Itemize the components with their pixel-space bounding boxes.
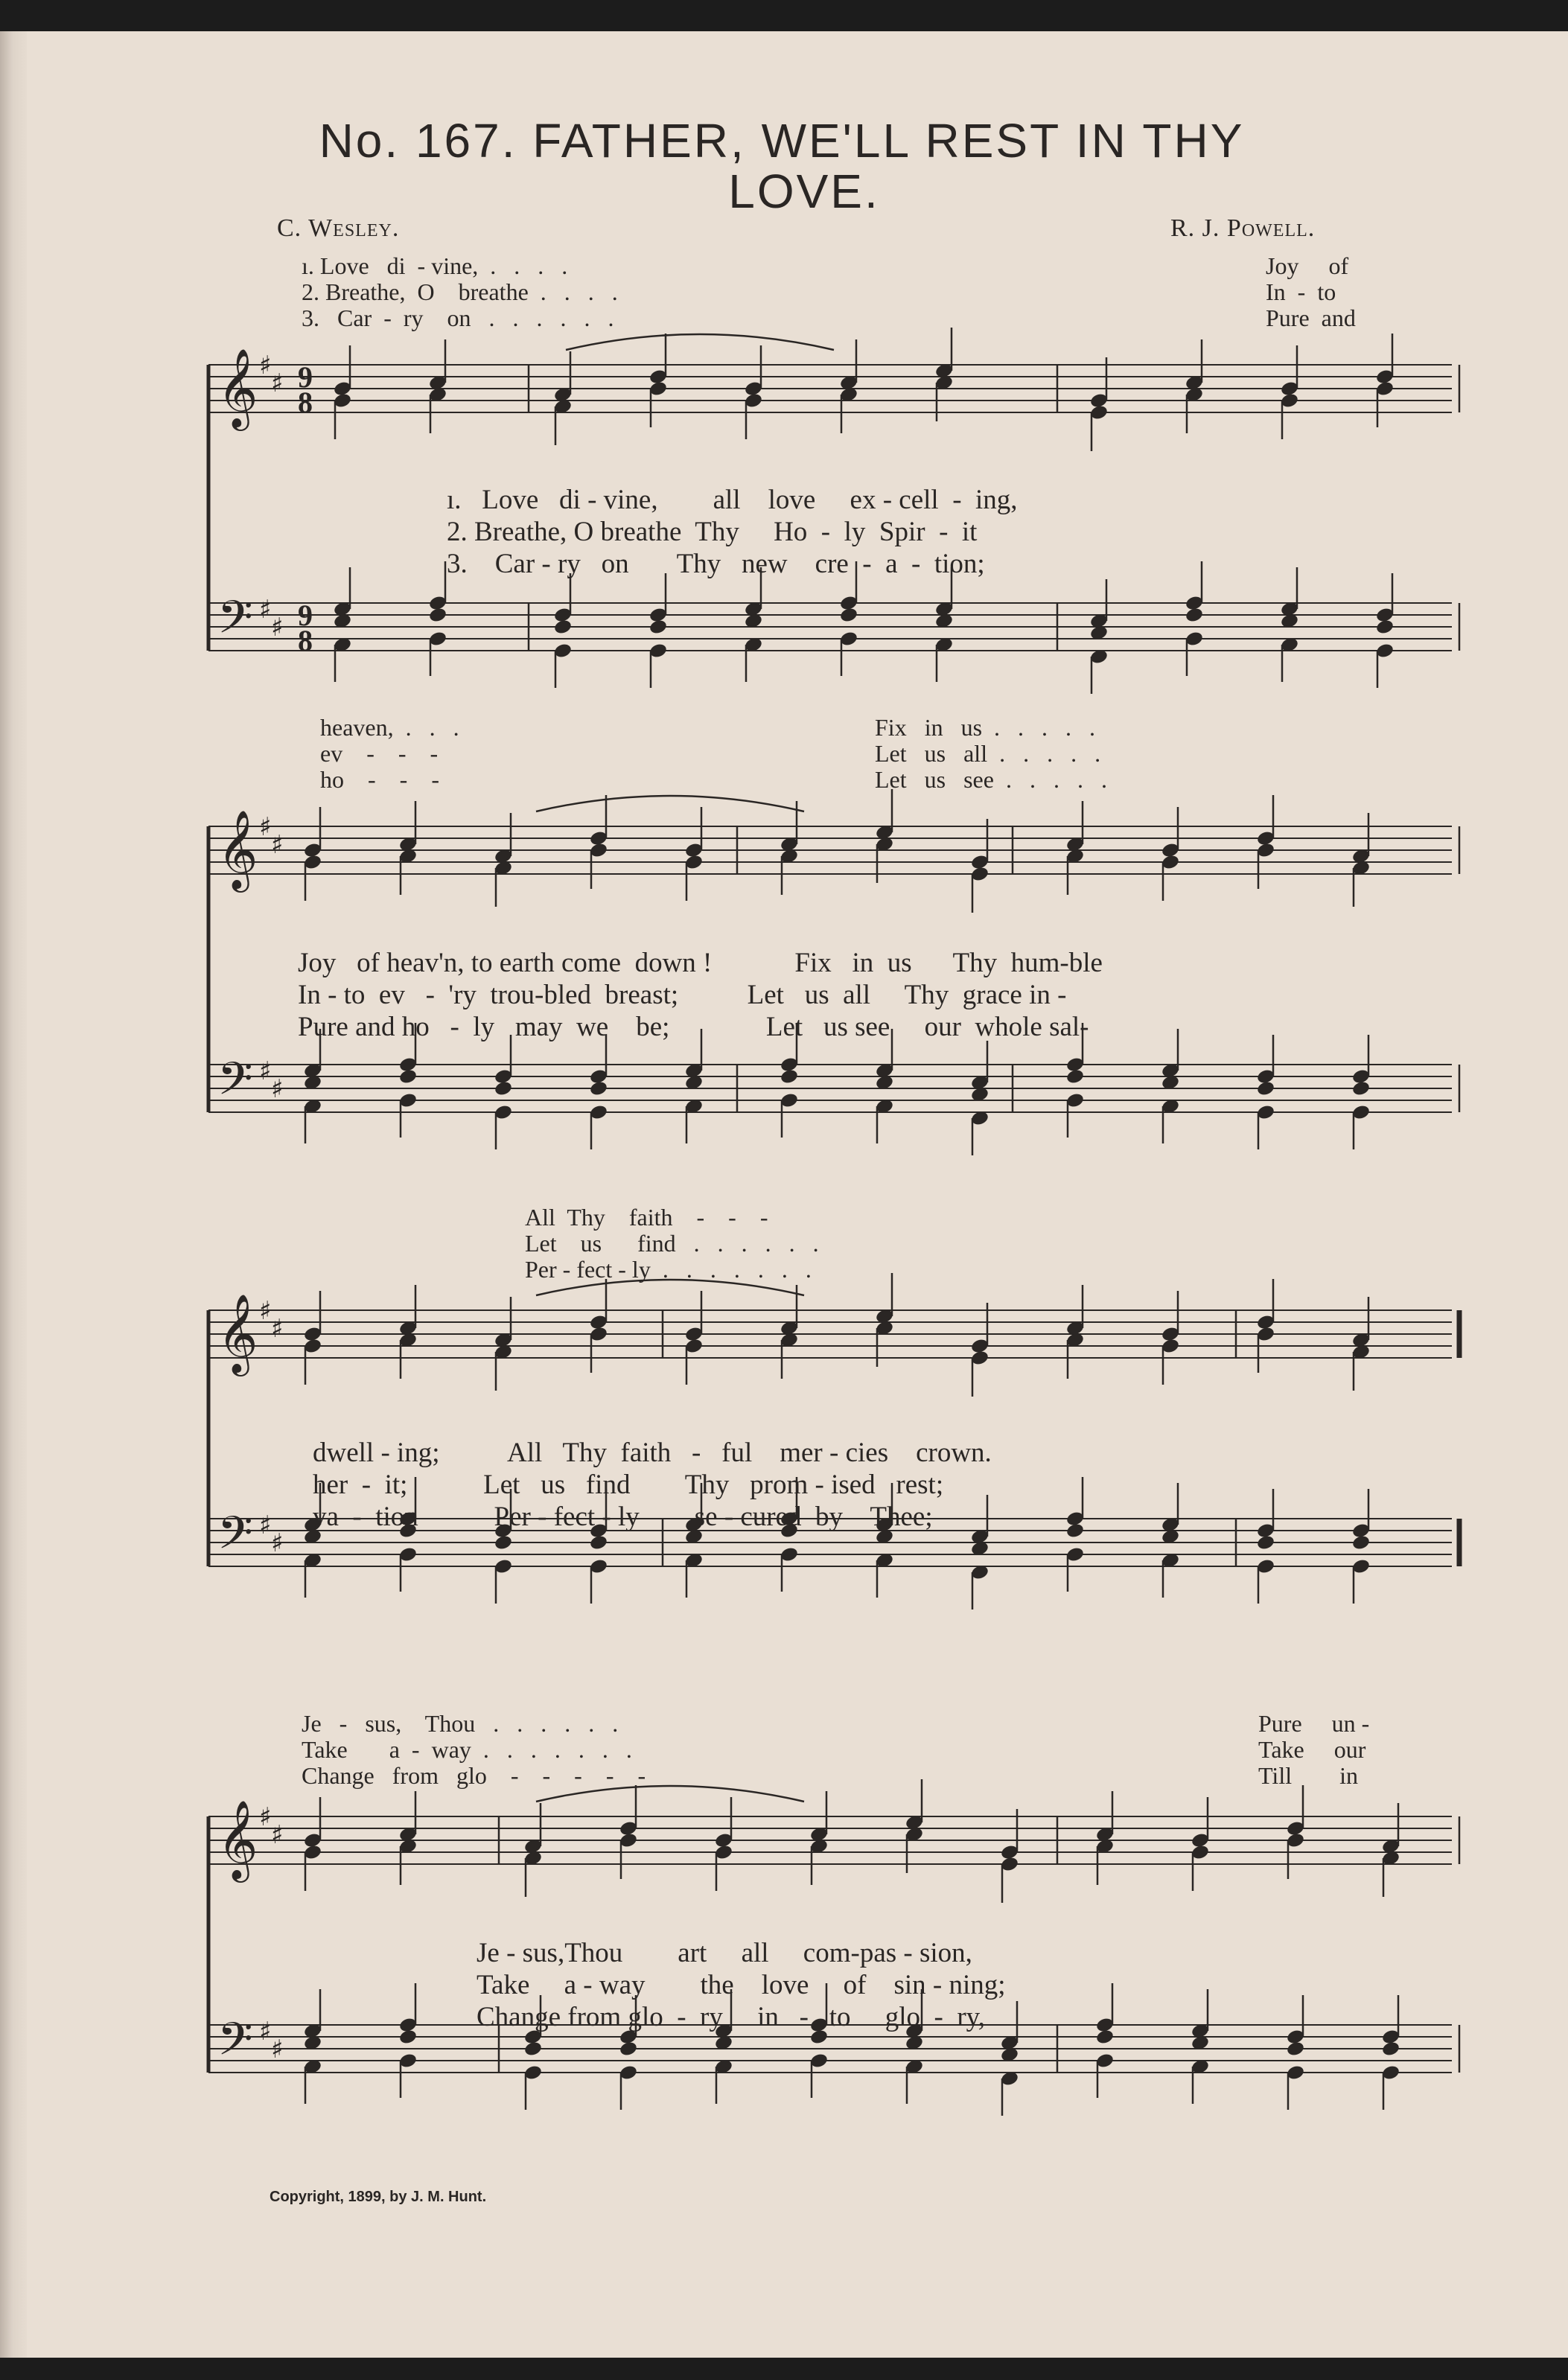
note [1161,1029,1180,1143]
note [398,1791,418,1885]
treble-clef-icon: 𝄞 [217,809,258,889]
sharp-icon: ♯ [271,1314,284,1344]
composer-credit: R. J. Powell. [1170,214,1316,242]
note [970,819,989,913]
note [1351,1489,1371,1604]
note [1095,1983,1115,2098]
note [1191,1989,1210,2104]
note [839,339,858,433]
note [1381,1995,1400,2110]
treble-clef-icon: 𝄞 [217,1799,258,1879]
upper-verse-line: ı. Love di - vine, . . . . 2. Breathe, O breathe . . . . 3. Car - ry on . . . . . . [302,252,618,331]
note [428,339,447,433]
bass-clef-icon: 𝄢 [217,591,253,655]
lyrics-verses: dwell - ing; All Thy faith - ful mer - cies crown. her - it; Let us find Thy prom - ised rest; va - tion Per - fect - ly se - cured by Thee; [313,1438,992,1532]
treble-clef-icon: 𝄞 [217,1293,258,1373]
note [1089,357,1109,451]
sharp-icon: ♯ [271,1074,284,1104]
sharp-icon: ♯ [259,2017,272,2046]
note [553,573,573,688]
note [809,1791,829,1885]
time-signature: 9 [298,360,313,394]
note [303,1797,322,1891]
sharp-icon: ♯ [259,1296,272,1326]
note [398,1285,418,1379]
sharp-icon: ♯ [259,1510,272,1540]
bass-clef-icon: 𝄢 [217,1507,253,1571]
sharp-icon: ♯ [271,1528,284,1558]
note [780,801,799,895]
sharp-icon: ♯ [259,1056,272,1086]
treble-clef-icon: 𝄞 [217,348,258,427]
note [684,807,704,901]
sharp-icon: ♯ [271,2035,284,2064]
note [398,801,418,895]
note [744,345,763,439]
bass-clef-icon: 𝄢 [217,1053,253,1117]
sharp-icon: ♯ [259,812,272,842]
sharp-icon: ♯ [271,613,284,642]
title-line-1: No. 167. FATHER, WE'LL REST IN THY [319,114,1245,168]
note [1256,1035,1275,1149]
bass-clef-icon: 𝄢 [217,2013,253,2077]
note [1280,345,1299,439]
note [1161,807,1180,901]
note [714,1797,733,1891]
sharp-icon: ♯ [271,369,284,398]
note [1280,567,1299,682]
upper-verse-line-right: Pure un - Take our Till in [1258,1710,1370,1789]
note [1191,1797,1210,1891]
note [780,1285,799,1379]
note [494,1035,513,1149]
lyrics-verses: ı. Love di - vine, all love ex - cell - ing, 2. Breathe, O breathe Thy Ho - ly Spir - it 3. Car - ry on Thy new cre - a - tion; [447,485,1018,579]
note [1065,801,1085,895]
note [1095,1791,1115,1885]
note [589,1035,608,1149]
note [648,573,668,688]
sharp-icon: ♯ [271,1820,284,1850]
note [744,567,763,682]
lyrics-verses: Joy of heav'n, to earth come down ! Fix in us Thy hum-ble In - to ev - 'ry trou-bled breast; Let us all Thy grace in - Pure and ho - ly may we be; Let us see our whole sal- [298,948,1103,1042]
note [970,1303,989,1397]
note [428,561,447,676]
sharp-icon: ♯ [271,830,284,860]
note [1351,1035,1371,1149]
lyrics-verses: Je - sus,Thou art all com-pas - sion, Take a - way the love of sin - ning; Change from glo - ry in - to glo - ry, [477,1938,1006,2032]
note [1185,561,1204,676]
note [303,1291,322,1385]
note [684,1291,704,1385]
note [1286,1995,1305,2110]
time-signature: 8 [298,386,313,419]
title-line-2: LOVE. [728,165,880,218]
note [398,1983,418,2098]
note [1185,339,1204,433]
note [303,1029,322,1143]
note [1375,573,1395,688]
note [1065,1285,1085,1379]
note [1065,1477,1085,1592]
note [970,1041,989,1155]
sharp-icon: ♯ [259,351,272,380]
note [684,1029,704,1143]
note [875,1029,894,1143]
note [333,567,352,682]
upper-verse-line: All Thy faith - - - Let us find . . . . . . Per - fect - ly . . . . . . . [525,1204,819,1283]
note [333,345,352,439]
note [1161,1483,1180,1598]
lyricist-credit: C. Wesley. [277,214,400,242]
sharp-icon: ♯ [259,595,272,625]
note [303,1989,322,2104]
bass-staff [208,561,1452,694]
upper-verse-line: heaven, . . . ev - - - ho - - - [320,714,459,793]
note [1089,579,1109,694]
note [303,807,322,901]
hymn-title [186,115,1377,217]
note [1000,1809,1019,1903]
time-signature: 8 [298,624,313,657]
sharp-icon: ♯ [259,1802,272,1832]
copyright-notice: Copyright, 1899, by J. M. Hunt. [270,2189,487,2205]
upper-verse-line-right: Joy of In - to Pure and [1266,252,1356,331]
upper-verse-line-mid: Fix in us . . . . . Let us all . . . . . Let us see . . . . . [875,714,1107,793]
note [1161,1291,1180,1385]
note [1256,1489,1275,1604]
time-signature: 9 [298,599,313,632]
upper-verse-line: Je - sus, Thou . . . . . . Take a - way . . . . . . . Change from glo - - - - - [302,1710,646,1789]
note [934,567,954,682]
